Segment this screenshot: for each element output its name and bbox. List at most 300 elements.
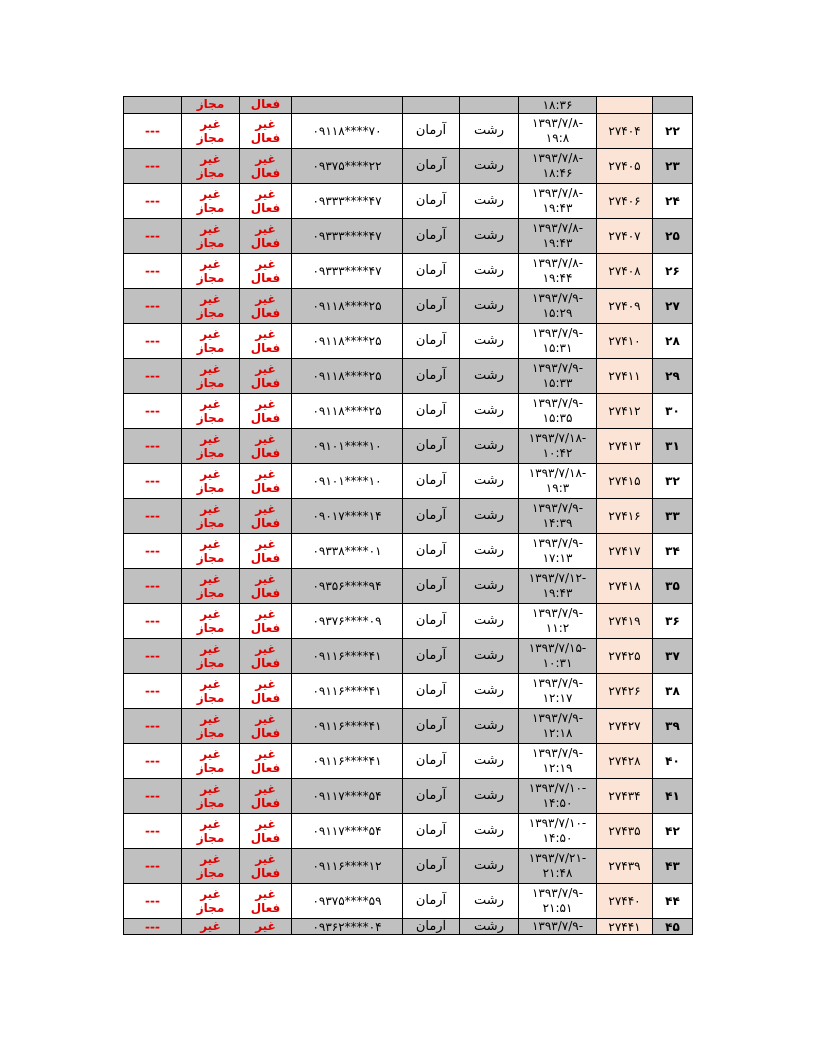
status-line-1: غیر: [255, 502, 276, 516]
code-cell: ۲۷۴۴۱: [597, 919, 653, 935]
permit-line-1: غیر: [200, 362, 221, 376]
permit-cell: [182, 744, 240, 779]
datetime-cell: [519, 814, 597, 849]
status-line-2: فعال: [250, 131, 281, 145]
date-line: ۱۳۹۳/۷/۱۵-: [528, 641, 587, 655]
date-line: ۱۳۹۳/۷/۱۰-: [528, 816, 587, 830]
row-number-cell: ۳۹: [653, 709, 693, 744]
row-number-cell: ۲۳: [653, 149, 693, 184]
dash-cell: ---: [124, 394, 182, 429]
datetime-cell: [519, 359, 597, 394]
table-row: [124, 149, 693, 184]
permit-line-1: غیر: [200, 817, 221, 831]
date-line: ۱۳۹۳/۷/۹-: [531, 711, 584, 725]
city-cell: رشت: [460, 674, 519, 709]
code-cell: ۲۷۴۲۵: [597, 639, 653, 674]
status-line-2: فعال: [250, 691, 281, 705]
code-cell: ۲۷۴۱۶: [597, 499, 653, 534]
permit-line-2: مجاز: [196, 131, 225, 145]
time-line: ۱۴:۳۹: [542, 516, 573, 530]
code-cell: ۲۷۴۱۷: [597, 534, 653, 569]
status-cell: [240, 814, 292, 849]
phone-cell: ۰۹۱۱۸****۷۰: [292, 114, 403, 149]
datetime-cell: [519, 604, 597, 639]
status-line-1: غیر: [255, 187, 276, 201]
type-cell: آرمان: [403, 359, 460, 394]
permit-line-1: غیر: [200, 292, 221, 306]
row-number-cell: ۲۴: [653, 184, 693, 219]
permit-line-2: مجاز: [196, 726, 225, 740]
status-line-1: غیر: [255, 677, 276, 691]
dash-cell: ---: [124, 814, 182, 849]
phone-cell: ۰۹۳۶۲****۰۴: [292, 919, 403, 935]
date-line: ۱۳۹۳/۷/۹-: [531, 291, 584, 305]
phone-cell: ۰۹۱۱۸****۲۵: [292, 324, 403, 359]
status-line-2: فعال: [250, 621, 281, 635]
status-line-1: غیر: [255, 327, 276, 341]
code-cell: ۲۷۴۰۵: [597, 149, 653, 184]
row-number-cell: ۴۳: [653, 849, 693, 884]
permit-cell: [182, 534, 240, 569]
type-cell: آرمان: [403, 499, 460, 534]
permit-line-2: مجاز: [196, 621, 225, 635]
permit-line-2: مجاز: [196, 691, 225, 705]
code-cell: ۲۷۴۱۳: [597, 429, 653, 464]
code-cell: ۲۷۴۰۶: [597, 184, 653, 219]
city-cell: رشت: [460, 289, 519, 324]
dash-cell: ---: [124, 919, 182, 935]
type-cell: آرمان: [403, 429, 460, 464]
status-line-1: غیر: [255, 362, 276, 376]
date-line: ۱۳۹۳/۷/۱۸-: [528, 431, 587, 445]
status-line-1: غیر: [255, 467, 276, 481]
status-cell: [240, 779, 292, 814]
dash-cell: ---: [124, 569, 182, 604]
permit-line-1: غیر: [200, 747, 221, 761]
city-cell: رشت: [460, 814, 519, 849]
permit-line-1: غیر: [200, 502, 221, 516]
phone-cell: ۰۹۳۳۳****۴۷: [292, 219, 403, 254]
permit-line-2: مجاز: [196, 551, 225, 565]
table-row: [124, 254, 693, 289]
datetime-cell: [519, 499, 597, 534]
city-cell: رشت: [460, 499, 519, 534]
city-cell: رشت: [460, 849, 519, 884]
status-line-2: فعال: [250, 551, 281, 565]
status-line-2: فعال: [250, 726, 281, 740]
permit-cell: [182, 429, 240, 464]
permit-cell: [182, 779, 240, 814]
datetime-cell: [519, 289, 597, 324]
datetime-cell: [519, 569, 597, 604]
row-number-cell: ۳۷: [653, 639, 693, 674]
permit-line-1: غیر: [200, 117, 221, 131]
permit-cell: [182, 219, 240, 254]
status-cell: [240, 394, 292, 429]
city-cell: رشت: [460, 184, 519, 219]
type-cell: آرمان: [403, 149, 460, 184]
date-line: ۱۳۹۳/۷/۱۰-: [528, 781, 587, 795]
date-line: ۱۳۹۳/۷/۹-: [531, 361, 584, 375]
status-line-1: غیر: [255, 642, 276, 656]
code-cell: ۲۷۴۱۲: [597, 394, 653, 429]
row-number-cell: ۲۹: [653, 359, 693, 394]
permit-cell: [182, 709, 240, 744]
status-line-1: غیر: [255, 152, 276, 166]
code-cell: ۲۷۴۱۸: [597, 569, 653, 604]
status-line-2: فعال: [250, 761, 281, 775]
table-row: [124, 219, 693, 254]
date-line: ۱۳۹۳/۷/۹-: [531, 326, 584, 340]
date-line: ۱۳۹۳/۷/۹-: [531, 606, 584, 620]
permit-cell: مجاز: [182, 97, 240, 114]
status-line-2: فعال: [250, 236, 281, 250]
time-line: ۱۵:۳۳: [542, 376, 573, 390]
date-line: ۱۳۹۳/۷/۹-: [531, 396, 584, 410]
time-line: ۱۵:۳۵: [542, 411, 573, 425]
table-row: [124, 289, 693, 324]
row-number-cell: ۲۲: [653, 114, 693, 149]
datetime-cell: [519, 849, 597, 884]
permit-cell: [182, 849, 240, 884]
date-line: ۱۳۹۳/۷/۹-: [531, 501, 584, 515]
table-row: [124, 674, 693, 709]
status-line-2: فعال: [250, 306, 281, 320]
status-cell: [240, 674, 292, 709]
type-cell: آرمان: [403, 289, 460, 324]
status-line-2: فعال: [250, 271, 281, 285]
code-cell: ۲۷۴۳۴: [597, 779, 653, 814]
permit-line-2: مجاز: [196, 761, 225, 775]
code-cell: ۲۷۴۰۴: [597, 114, 653, 149]
time-line: ۱۹:۸: [545, 131, 570, 145]
date-line: ۱۳۹۳/۷/۱۸-: [528, 466, 587, 480]
permit-line-1: غیر: [200, 257, 221, 271]
status-cell: فعال: [240, 97, 292, 114]
type-cell: آرمان: [403, 639, 460, 674]
datetime-cell: [519, 254, 597, 289]
city-cell: رشت: [460, 744, 519, 779]
dash-cell: ---: [124, 499, 182, 534]
dash-cell: ---: [124, 219, 182, 254]
table-row: [124, 464, 693, 499]
phone-cell: ۰۹۳۵۶****۹۴: [292, 569, 403, 604]
permit-line-1: غیر: [200, 537, 221, 551]
type-cell: آرمان: [403, 114, 460, 149]
city-cell: رشت: [460, 534, 519, 569]
permit-cell: [182, 114, 240, 149]
code-cell: ۲۷۴۱۱: [597, 359, 653, 394]
permit-line-1: غیر: [200, 432, 221, 446]
phone-cell: ۰۹۱۱۸****۲۵: [292, 289, 403, 324]
row-number-cell: ۲۸: [653, 324, 693, 359]
dash-cell: ---: [124, 289, 182, 324]
table-row: [124, 639, 693, 674]
row-number-cell: ۲۶: [653, 254, 693, 289]
date-line: ۱۳۹۳/۷/۱۲-: [528, 571, 587, 585]
status-line-2: فعال: [250, 656, 281, 670]
table-row: [124, 604, 693, 639]
status-line-1: غیر: [255, 537, 276, 551]
records-table: [123, 96, 693, 935]
type-cell: آرمان: [403, 534, 460, 569]
status-line-2: فعال: [250, 341, 281, 355]
status-cell: [240, 254, 292, 289]
permit-line-1: غیر: [200, 222, 221, 236]
status-line-1: غیر: [255, 782, 276, 796]
time-line: ۱۴:۵۰: [542, 831, 573, 845]
date-line: ۱۳۹۳/۷/۹-: [531, 746, 584, 760]
row-number-cell: ۳۲: [653, 464, 693, 499]
permit-line-2: مجاز: [196, 306, 225, 320]
status-line-1: غیر: [255, 432, 276, 446]
status-line-2: فعال: [250, 586, 281, 600]
status-line-1: غیر: [255, 887, 276, 901]
permit-cell: [182, 569, 240, 604]
city-cell: رشت: [460, 394, 519, 429]
table-row: [124, 849, 693, 884]
permit-line-2: مجاز: [196, 446, 225, 460]
permit-line-2: مجاز: [196, 341, 225, 355]
row-number-cell: ۲۷: [653, 289, 693, 324]
row-number-cell: ۳۸: [653, 674, 693, 709]
row-number-cell: ۴۴: [653, 884, 693, 919]
datetime-cell: [519, 429, 597, 464]
table-row: [124, 184, 693, 219]
status-cell: [240, 289, 292, 324]
dash-cell: ---: [124, 149, 182, 184]
type-cell: [403, 97, 460, 114]
datetime-cell: [519, 744, 597, 779]
table-row: [124, 709, 693, 744]
permit-line-2: مجاز: [196, 901, 225, 915]
row-number-cell: ۳۵: [653, 569, 693, 604]
status-cell: [240, 639, 292, 674]
status-cell: [240, 184, 292, 219]
status-line-1: غیر: [255, 257, 276, 271]
type-cell: آرمان: [403, 709, 460, 744]
records-table-body: [124, 97, 693, 935]
time-line: ۱۹:۴۳: [542, 201, 573, 215]
type-cell: آرمان: [403, 919, 460, 935]
phone-cell: ۰۹۱۱۸****۲۵: [292, 359, 403, 394]
permit-line-2: مجاز: [196, 656, 225, 670]
permit-line-1: غیر: [200, 887, 221, 901]
status-cell: [240, 464, 292, 499]
permit-line-1: غیر: [200, 677, 221, 691]
date-line: ۱۳۹۳/۷/۲۱-: [528, 851, 587, 865]
type-cell: آرمان: [403, 849, 460, 884]
date-line: ۱۳۹۳/۷/۸-: [531, 186, 584, 200]
status-line-2: فعال: [250, 901, 281, 915]
time-line: ۱۹:۴۳: [542, 236, 573, 250]
permit-line-2: مجاز: [196, 236, 225, 250]
status-cell: [240, 149, 292, 184]
status-line-1: غیر: [255, 572, 276, 586]
date-line: ۱۳۹۳/۷/۸-: [531, 116, 584, 130]
dash-cell: ---: [124, 184, 182, 219]
permit-cell: [182, 499, 240, 534]
status-line-2: فعال: [250, 516, 281, 530]
phone-cell: ۰۹۱۱۸****۲۵: [292, 394, 403, 429]
datetime-cell: [519, 394, 597, 429]
permit-line-2: مجاز: [196, 201, 225, 215]
code-cell: ۲۷۴۲۸: [597, 744, 653, 779]
permit-cell: [182, 254, 240, 289]
status-cell: [240, 324, 292, 359]
permit-cell: [182, 674, 240, 709]
dash-cell: ---: [124, 429, 182, 464]
code-cell: ۲۷۴۱۰: [597, 324, 653, 359]
row-number-cell: [653, 97, 693, 114]
time-line: ۱۲:۱۸: [542, 726, 573, 740]
phone-cell: ۰۹۰۱۷****۱۴: [292, 499, 403, 534]
status-line-2: فعال: [250, 166, 281, 180]
permit-cell: [182, 604, 240, 639]
city-cell: رشت: [460, 359, 519, 394]
time-line: ۱۲:۱۷: [542, 691, 573, 705]
status-line-1: غیر: [255, 747, 276, 761]
permit-line-1: غیر: [200, 712, 221, 726]
code-cell: ۲۷۴۲۷: [597, 709, 653, 744]
row-number-cell: ۳۶: [653, 604, 693, 639]
status-line-2: فعال: [250, 376, 281, 390]
code-cell: [597, 97, 653, 114]
status-cell: غیر: [240, 919, 292, 935]
city-cell: رشت: [460, 324, 519, 359]
permit-line-2: مجاز: [196, 376, 225, 390]
time-line: ۱۹:۴۳: [542, 586, 573, 600]
dash-cell: ---: [124, 744, 182, 779]
table-row: [124, 394, 693, 429]
permit-line-2: مجاز: [196, 831, 225, 845]
permit-cell: [182, 289, 240, 324]
time-line: ۱۹:۴۴: [542, 271, 573, 285]
time-line: ۱۰:۳۱: [542, 656, 573, 670]
type-cell: آرمان: [403, 604, 460, 639]
permit-line-1: غیر: [200, 187, 221, 201]
phone-cell: ۰۹۳۳۳****۴۷: [292, 254, 403, 289]
status-line-1: غیر: [255, 117, 276, 131]
table-row: [124, 324, 693, 359]
dash-cell: ---: [124, 674, 182, 709]
status-cell: [240, 849, 292, 884]
datetime-cell: [519, 114, 597, 149]
row-number-cell: ۳۱: [653, 429, 693, 464]
time-line: ۱۴:۵۰: [542, 796, 573, 810]
phone-cell: ۰۹۳۷۶****۰۹: [292, 604, 403, 639]
permit-cell: [182, 464, 240, 499]
dash-cell: ---: [124, 324, 182, 359]
status-line-2: فعال: [250, 201, 281, 215]
permit-line-1: غیر: [200, 152, 221, 166]
status-line-2: فعال: [250, 481, 281, 495]
phone-cell: ۰۹۱۱۷****۵۴: [292, 779, 403, 814]
date-line: ۱۳۹۳/۷/۸-: [531, 256, 584, 270]
code-cell: ۲۷۴۳۹: [597, 849, 653, 884]
datetime-cell: [519, 149, 597, 184]
permit-line-1: غیر: [200, 572, 221, 586]
permit-cell: [182, 814, 240, 849]
phone-cell: ۰۹۱۰۱****۱۰: [292, 464, 403, 499]
dash-cell: ---: [124, 849, 182, 884]
permit-cell: [182, 394, 240, 429]
permit-line-2: مجاز: [196, 516, 225, 530]
datetime-cell: [519, 534, 597, 569]
permit-cell: [182, 359, 240, 394]
status-cell: [240, 114, 292, 149]
code-cell: ۲۷۴۰۸: [597, 254, 653, 289]
dash-cell: ---: [124, 604, 182, 639]
code-cell: ۲۷۴۴۰: [597, 884, 653, 919]
status-line-2: فعال: [250, 796, 281, 810]
phone-cell: ۰۹۱۱۷****۵۴: [292, 814, 403, 849]
permit-line-2: مجاز: [196, 166, 225, 180]
time-line: ۱۰:۴۲: [542, 446, 573, 460]
table-row: [124, 499, 693, 534]
code-cell: ۲۷۴۱۵: [597, 464, 653, 499]
code-cell: ۲۷۴۰۷: [597, 219, 653, 254]
city-cell: رشت: [460, 149, 519, 184]
date-line: ۱۳۹۳/۷/۹-: [531, 886, 584, 900]
code-cell: ۲۷۴۰۹: [597, 289, 653, 324]
dash-cell: [124, 97, 182, 114]
status-line-1: غیر: [255, 607, 276, 621]
date-line: ۱۳۹۳/۷/۹-: [531, 536, 584, 550]
code-cell: ۲۷۴۱۹: [597, 604, 653, 639]
permit-cell: [182, 184, 240, 219]
status-cell: [240, 744, 292, 779]
dash-cell: ---: [124, 114, 182, 149]
table-row-partial-top: [124, 97, 693, 114]
type-cell: آرمان: [403, 814, 460, 849]
time-line: ۱۹:۳: [545, 481, 570, 495]
table-row: [124, 779, 693, 814]
status-cell: [240, 534, 292, 569]
dash-cell: ---: [124, 779, 182, 814]
datetime-cell: [519, 464, 597, 499]
permit-line-1: غیر: [200, 607, 221, 621]
type-cell: آرمان: [403, 779, 460, 814]
type-cell: آرمان: [403, 324, 460, 359]
phone-cell: ۰۹۱۱۶****۴۱: [292, 674, 403, 709]
permit-line-2: مجاز: [196, 866, 225, 880]
table-row: [124, 814, 693, 849]
row-number-cell: ۴۲: [653, 814, 693, 849]
city-cell: رشت: [460, 569, 519, 604]
row-number-cell: ۴۰: [653, 744, 693, 779]
row-number-cell: ۴۵: [653, 919, 693, 935]
permit-line-2: مجاز: [196, 411, 225, 425]
dash-cell: ---: [124, 534, 182, 569]
phone-cell: ۰۹۳۳۳****۴۷: [292, 184, 403, 219]
datetime-cell: ۱۸:۳۶: [519, 97, 597, 114]
status-line-1: غیر: [255, 397, 276, 411]
time-line: ۱۵:۳۱: [542, 341, 573, 355]
permit-line-2: مجاز: [196, 796, 225, 810]
city-cell: رشت: [460, 219, 519, 254]
dash-cell: ---: [124, 709, 182, 744]
date-line: ۱۳۹۳/۷/۸-: [531, 151, 584, 165]
permit-cell: [182, 639, 240, 674]
status-line-2: فعال: [250, 446, 281, 460]
table-row: [124, 114, 693, 149]
status-cell: [240, 709, 292, 744]
city-cell: رشت: [460, 604, 519, 639]
datetime-cell: [519, 884, 597, 919]
permit-cell: [182, 884, 240, 919]
table-row-partial-bottom: [124, 919, 693, 935]
